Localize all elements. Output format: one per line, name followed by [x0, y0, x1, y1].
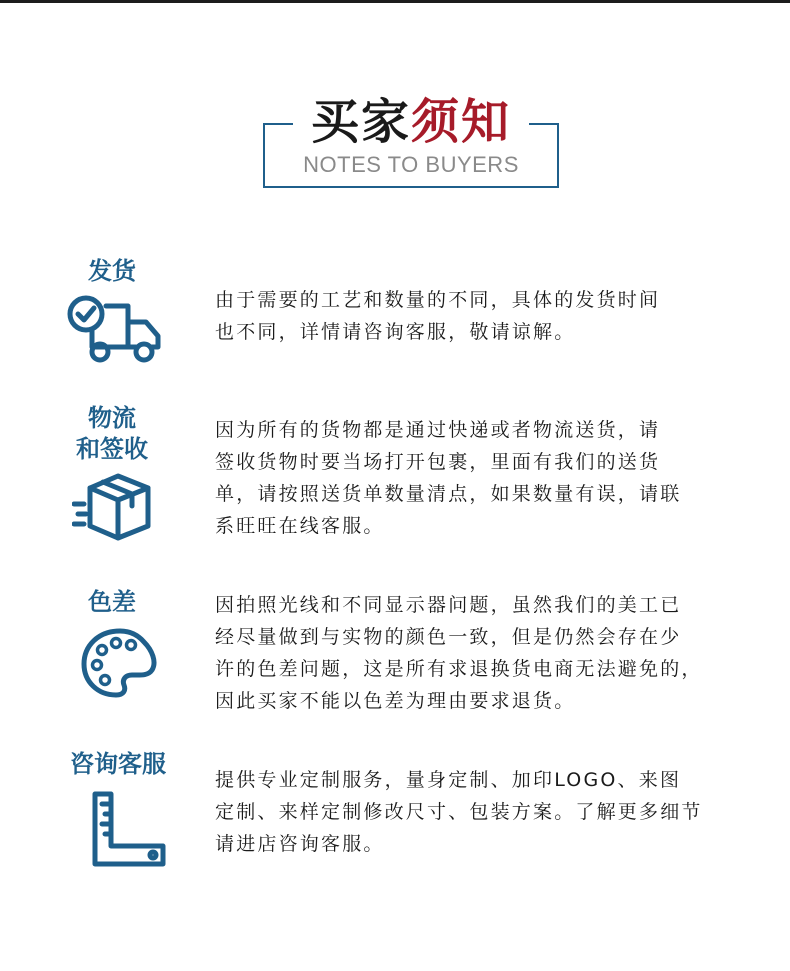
page-title-part2: 须知 [411, 94, 512, 150]
section-text: 提供专业定制服务，量身定制、加印LOGO、来图 定制、来样定制修改尺寸、包装方案。了解更多细节 请进店咨询客服。 [215, 769, 703, 855]
top-divider [0, 0, 790, 3]
section-label: 咨询客服 [70, 750, 166, 778]
page-title-part1: 买家 [310, 94, 411, 150]
section-label: 发货 [88, 257, 136, 285]
delivery-truck-icon [66, 294, 164, 368]
section-text: 因为所有的货物都是通过快递或者物流送货，请 签收货物时要当场打开包裹，里面有我们的送货 单，请按照送货单数量清点，如果数量有误，请联 系旺旺在线客服。 [215, 419, 682, 537]
color-palette-icon [80, 626, 162, 700]
section-label: 物流 和签收 [76, 404, 148, 463]
ruler-square-icon [91, 790, 167, 868]
page-title [293, 92, 529, 152]
section-text: 由于需要的工艺和数量的不同，具体的发货时间 也不同，详情请咨询客服，敬请谅解。 [215, 289, 661, 343]
package-box-icon [72, 470, 156, 544]
section-text: 因拍照光线和不同显示器问题，虽然我们的美工已 经尽量做到与实物的颜色一致，但是仍然会存在少 许的色差问题，这是所有求退换货电商无法避免的， 因此买家不能以色差为理由要求退货。 [215, 594, 703, 712]
page-header [263, 92, 559, 188]
page-subtitle: NOTES TO BUYERS [303, 152, 519, 177]
section-label: 色差 [88, 588, 136, 616]
